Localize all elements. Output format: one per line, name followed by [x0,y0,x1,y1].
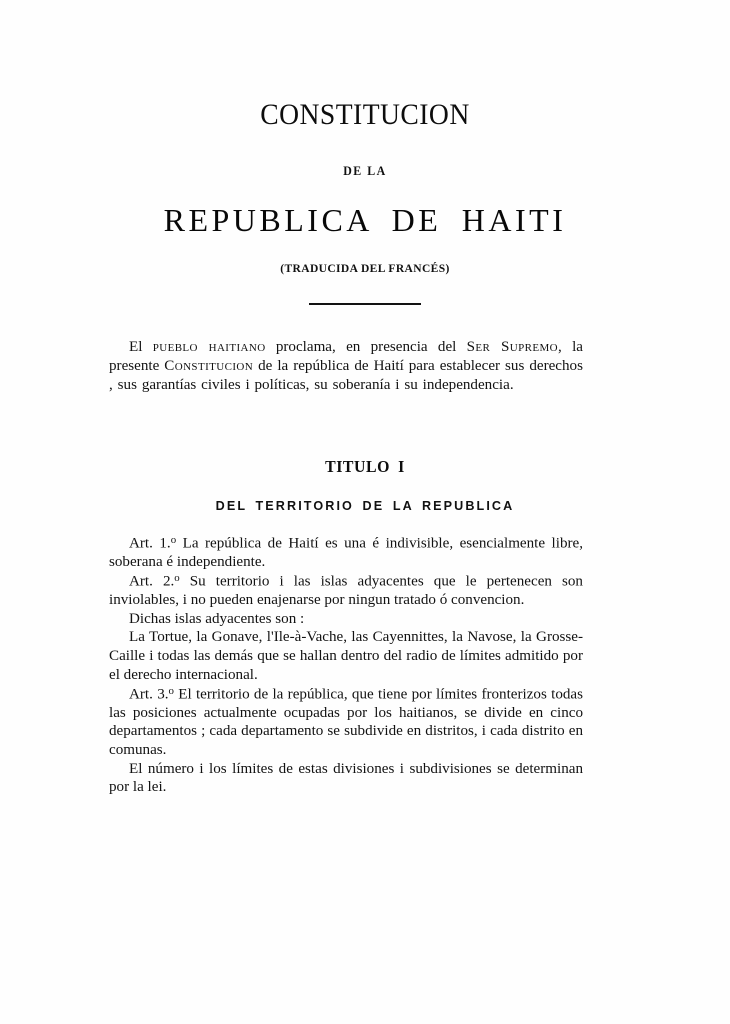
article-1-ordinal: o [170,534,177,546]
article-1-label: Art. 1. [129,535,171,552]
closing-paragraph: El número i los límites de estas divisiones i subdivisiones se determinan por la lei. [109,760,583,796]
titulo-number: TITULO I [325,457,405,476]
article-2 [109,572,583,610]
article-3-label: Art. 3. [129,686,169,703]
titulo-heading-block [0,457,730,513]
preamble-paragraph [109,338,583,395]
islands-intro: Dichas islas adyacentes son : [129,610,305,627]
article-2-text: Su territorio i las islas adyacentes que le pertenecen son inviolables, i no pueden enajenarse por ningun tratado ó convencion. [109,573,583,609]
article-1 [109,534,583,572]
title-block [0,100,730,305]
country-title: REPUBLICA DE HAITI [163,202,567,238]
islands-list: La Tortue, la Gonave, l'Ile-à-Vache, las Cayennittes, la Navose, la Grosse-Caille i todas las demás que se hallan dentro del radio de límites admitido por el derecho internacional. [109,629,583,683]
article-1-text: La república de Haití es una é indivisible, esencialmente libre, soberana é independiente. [109,535,583,571]
article-2-ordinal: o [174,571,180,584]
article-3-text: El territorio de la república, que tiene por límites fronterizos todas las posiciones actualmente ocupadas por los haitianos, se divide en cinco departamentos ; cada departamento se subdivide en distritos, i cada distrito en comunas. [109,686,583,759]
title-connector-de-la: DE LA [343,164,387,178]
preamble-smallcaps-constitucion: Constitucion [164,357,254,374]
translation-note: (TRADUCIDA DEL FRANCÉS) [280,261,450,275]
titulo-subtitle: DEL TERRITORIO DE LA REPUBLICA [215,499,515,513]
preamble-lead: El [129,339,153,355]
preamble-tail: de la república de Haití para establecer sus derechos , sus garantías civiles i políticas, su soberanía i su independencia. [109,357,583,393]
article-3-ordinal: o [168,684,174,697]
preamble-smallcaps-ser-supremo: Ser Supremo [466,339,559,355]
divider-rule [309,303,421,305]
preamble-mid-two: , la presente [109,339,583,374]
articles-block [109,534,583,797]
preamble-smallcaps-pueblo: pueblo haitiano [152,339,266,355]
article-3 [109,685,583,760]
article-2-label: Art. 2. [129,573,175,590]
preamble-mid-one: proclama, en presencia del [265,339,467,355]
page-title: CONSTITUCION [260,98,470,131]
preamble-block [109,338,583,395]
